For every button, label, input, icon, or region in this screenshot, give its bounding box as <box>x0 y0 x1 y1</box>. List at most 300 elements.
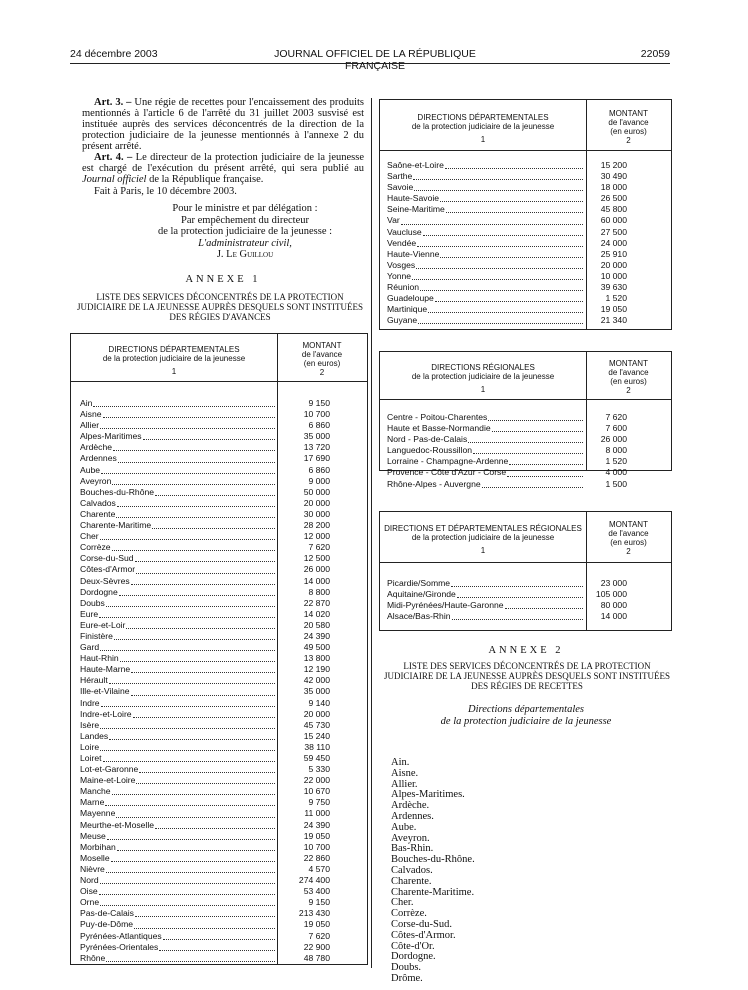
row-name: Maine-et-Loire <box>80 775 136 786</box>
row-name: Vosges <box>387 259 416 270</box>
row-name: Pyrénées-Atlantiques <box>80 930 162 941</box>
row-name: Guadeloupe <box>387 293 434 304</box>
leader-dots <box>93 406 275 407</box>
list-item: Doubs. <box>391 962 422 974</box>
row-amount: 15 240 <box>303 730 330 741</box>
col1-title: DIRECTIONS DÉPARTEMENTALES <box>108 345 240 354</box>
table-row <box>80 520 364 531</box>
row-amount: 35 000 <box>303 686 330 697</box>
row-name: Sarthe <box>387 171 413 182</box>
row-name: Haute-Vienne <box>387 248 440 259</box>
table-row <box>80 820 364 831</box>
list-item: Aube. <box>391 821 417 833</box>
leader-dots <box>116 517 275 518</box>
row-name: Centre - Poitou-Charentes <box>387 412 488 422</box>
table-row <box>80 686 364 697</box>
leader-dots <box>452 619 583 620</box>
leader-dots <box>446 212 583 213</box>
row-amount: 12 190 <box>303 664 330 675</box>
col1-header <box>380 524 586 555</box>
leader-dots <box>131 584 275 585</box>
table-row <box>80 698 364 709</box>
leader-dots <box>136 783 275 784</box>
table-row <box>80 453 364 464</box>
leader-dots <box>103 761 276 762</box>
row-name: Bouches-du-Rhône <box>80 486 155 497</box>
row-amount: 24 390 <box>303 630 330 641</box>
col2-sub2: (en euros) <box>303 359 341 368</box>
table-row <box>387 204 667 215</box>
table-row <box>387 423 667 434</box>
col2-sub2: (en euros) <box>610 127 647 136</box>
row-amount: 22 000 <box>303 775 330 786</box>
leader-dots <box>135 916 275 917</box>
leader-dots <box>445 168 583 169</box>
row-name: Charente <box>80 508 116 519</box>
leader-dots <box>133 717 275 718</box>
col2-title: MONTANT <box>609 109 648 118</box>
list-item: Côte-d'Or. <box>391 940 435 952</box>
leader-dots <box>100 428 275 429</box>
row-amount: 8 800 <box>308 586 330 597</box>
table-row <box>387 467 667 478</box>
leader-dots <box>114 639 275 640</box>
row-name: Landes <box>80 730 109 741</box>
table-row <box>80 709 364 720</box>
leader-dots <box>416 268 583 269</box>
table-row <box>387 479 667 490</box>
table-row <box>80 842 364 853</box>
leader-dots <box>99 894 275 895</box>
row-amount: 4 570 <box>308 863 330 874</box>
row-amount: 13 800 <box>303 653 330 664</box>
list-item: Calvados. <box>391 864 433 876</box>
row-name: Corse-du-Sud <box>80 553 134 564</box>
row-name: Saône-et-Loire <box>387 160 444 170</box>
table-row <box>80 897 364 908</box>
leader-dots <box>100 883 275 884</box>
annexe-1-list-title: LISTE DES SERVICES DÉCONCENTRÉS DE LA PROTECTION JUDICIAIRE DE LA JEUNESSE AUPRÈS DESQUELS SONT INSTITUÉES DES RÉGIES D'AVANCES <box>76 292 364 322</box>
row-amount: 8 000 <box>605 445 627 456</box>
leader-dots <box>109 683 275 684</box>
col1-number: 1 <box>480 135 486 144</box>
table-row <box>80 675 364 686</box>
leader-dots <box>155 828 275 829</box>
leader-dots <box>457 597 583 598</box>
row-name: Rhône <box>80 952 106 963</box>
table-row <box>387 249 667 260</box>
table-row <box>387 304 667 315</box>
signature-line-4: L'administrateur civil, <box>198 237 292 249</box>
row-name: Nord <box>80 875 99 886</box>
row-amount: 19 050 <box>303 919 330 930</box>
leader-dots <box>435 301 583 302</box>
leader-dots <box>131 695 275 696</box>
annexe-2-subtitle-1: Directions départementales <box>468 704 584 715</box>
row-amount: 13 720 <box>303 442 330 453</box>
row-amount: 7 620 <box>605 412 627 422</box>
article-4-label: Art. 4. – <box>94 152 133 163</box>
list-item: Allier. <box>391 778 418 790</box>
row-amount: 10 670 <box>303 786 330 797</box>
table-row <box>80 742 364 753</box>
row-name: Vaucluse <box>387 226 422 237</box>
table-row <box>80 864 364 875</box>
table-rows <box>80 398 364 964</box>
col2-sub1: de l'avance <box>608 118 649 127</box>
col2-header <box>586 109 671 145</box>
row-name: Haute-Savoie <box>387 193 440 204</box>
leader-dots <box>440 257 583 258</box>
table-row <box>387 160 667 171</box>
leader-dots <box>509 464 583 465</box>
row-name: Deux-Sèvres <box>80 575 130 586</box>
row-amount: 20 000 <box>303 497 330 508</box>
row-amount: 38 110 <box>304 741 330 752</box>
row-amount: 48 780 <box>303 952 330 963</box>
leader-dots <box>109 739 275 740</box>
table-row <box>387 578 667 589</box>
table-row <box>80 631 364 642</box>
table-row <box>80 653 364 664</box>
fait-a-paris: Fait à Paris, le 10 décembre 2003. <box>94 186 237 197</box>
table-row <box>387 315 667 326</box>
table-row <box>387 456 667 467</box>
leader-dots <box>100 750 275 751</box>
row-amount: 80 000 <box>600 600 627 611</box>
table-mixed <box>379 511 672 631</box>
leader-dots <box>428 312 583 313</box>
leader-dots <box>100 539 275 540</box>
row-name: Loire <box>80 741 100 752</box>
row-name: Haute-Marne <box>80 664 131 675</box>
row-name: Alsace/Bas-Rhin <box>387 611 451 622</box>
row-amount: 9 000 <box>308 475 330 486</box>
row-name: Martinique <box>387 304 428 315</box>
col2-sub1: de l'avance <box>301 350 343 359</box>
row-amount: 60 000 <box>600 215 627 226</box>
table-rows <box>387 578 667 622</box>
leader-dots <box>112 550 275 551</box>
table-regional <box>379 351 672 489</box>
row-amount: 9 140 <box>308 697 330 708</box>
signature-block <box>120 203 370 261</box>
leader-dots <box>106 606 275 607</box>
page-number: 22059 <box>640 48 670 60</box>
row-name: Dordogne <box>80 586 118 597</box>
row-name: Indre-et-Loire <box>80 708 132 719</box>
col1-title: DIRECTIONS ET DÉPARTEMENTALES RÉGIONALES <box>384 524 582 533</box>
table-row <box>387 238 667 249</box>
leader-dots <box>412 279 583 280</box>
table-row <box>387 412 667 423</box>
row-amount: 12 500 <box>303 553 330 564</box>
row-name: Finistère <box>80 630 113 641</box>
list-item: Corrèze. <box>391 908 427 920</box>
leader-dots <box>507 476 583 477</box>
table-row <box>80 720 364 731</box>
table-row <box>80 531 364 542</box>
col1-header <box>380 113 586 144</box>
col2-sub1: de l'avance <box>608 368 649 377</box>
table-row <box>80 875 364 886</box>
row-name: Indre <box>80 697 100 708</box>
row-amount: 53 400 <box>303 886 330 897</box>
col1-subtitle: de la protection judiciaire de la jeunesse <box>411 122 555 131</box>
row-name: Eure-et-Loir <box>80 619 126 630</box>
leader-dots <box>152 528 275 529</box>
table-row <box>80 609 364 620</box>
row-amount: 24 000 <box>600 237 627 248</box>
row-name: Réunion <box>387 282 420 293</box>
row-amount: 19 050 <box>600 304 627 315</box>
table-row <box>80 831 364 842</box>
leader-dots <box>119 595 275 596</box>
row-name: Picardie/Somme <box>387 578 451 588</box>
row-amount: 45 730 <box>303 719 330 730</box>
leader-dots <box>111 861 275 862</box>
row-name: Eure <box>80 608 99 619</box>
col1-number: 1 <box>480 385 486 394</box>
leader-dots <box>131 672 275 673</box>
table-row <box>387 293 667 304</box>
table-row <box>80 431 364 442</box>
row-name: Provence - Côte d'Azur - Corse <box>387 467 507 478</box>
col1-subtitle: de la protection judiciaire de la jeunesse <box>411 533 555 542</box>
table-row <box>80 942 364 953</box>
leader-dots <box>100 728 275 729</box>
table-row <box>80 576 364 587</box>
list-item: Aveyron. <box>391 832 430 844</box>
annexe-2-subtitle-2: de la protection judiciaire de la jeunesse <box>440 716 612 727</box>
table-row <box>80 664 364 675</box>
table-row <box>387 282 667 293</box>
leader-dots <box>135 561 276 562</box>
table-row <box>80 797 364 808</box>
leader-dots <box>468 442 583 443</box>
table-rows <box>387 160 667 326</box>
col1-number: 1 <box>171 367 177 376</box>
table-row <box>387 215 667 226</box>
list-item: Aisne. <box>391 767 419 779</box>
row-name: Loiret <box>80 753 102 763</box>
leader-dots <box>505 608 583 609</box>
row-amount: 23 000 <box>600 578 627 588</box>
row-name: Pyrénées-Orientales <box>80 941 159 952</box>
row-amount: 26 000 <box>600 434 627 445</box>
table-row <box>80 931 364 942</box>
col1-header <box>71 345 277 376</box>
row-amount: 10 700 <box>303 409 330 420</box>
col2-number: 2 <box>626 386 631 395</box>
annexe-2-title: ANNEXE 2 <box>488 645 564 656</box>
header-rule <box>70 63 670 64</box>
row-amount: 274 400 <box>298 875 330 886</box>
row-amount: 9 750 <box>308 797 330 808</box>
leader-dots <box>155 495 275 496</box>
row-amount: 45 800 <box>600 204 627 215</box>
row-name: Haute et Basse-Normandie <box>387 423 491 434</box>
leader-dots <box>451 586 583 587</box>
col2-title: MONTANT <box>609 520 648 529</box>
article-3-label: Art. 3. – <box>94 97 132 108</box>
signature-line-1: Pour le ministre et par délégation : <box>172 203 318 214</box>
row-amount: 26 500 <box>600 193 627 204</box>
table-row <box>80 442 364 453</box>
table-departmental-left <box>70 333 368 965</box>
row-amount: 19 050 <box>303 830 330 841</box>
leader-dots <box>105 805 275 806</box>
row-name: Allier <box>80 420 100 431</box>
row-name: Marne <box>80 797 105 808</box>
leader-dots <box>413 179 583 180</box>
row-amount: 12 000 <box>303 531 330 542</box>
leader-dots <box>134 928 275 929</box>
row-name: Hérault <box>80 675 108 686</box>
table-row <box>387 434 667 445</box>
row-name: Nièvre <box>80 863 105 874</box>
col1-header <box>380 363 586 394</box>
row-amount: 7 620 <box>308 930 330 941</box>
row-name: Meuse <box>80 830 106 841</box>
row-name: Aveyron <box>80 475 112 486</box>
table-row <box>80 786 364 797</box>
leader-dots <box>112 484 275 485</box>
leader-dots <box>163 939 275 940</box>
leader-dots <box>423 235 583 236</box>
row-amount: 20 580 <box>303 619 330 630</box>
table-departmental-right <box>379 99 672 330</box>
row-name: Doubs <box>80 597 105 608</box>
leader-dots <box>100 905 275 906</box>
list-item: Ardennes. <box>391 810 434 822</box>
row-name: Meurthe-et-Moselle <box>80 819 155 830</box>
list-item: Corse-du-Sud. <box>391 918 452 930</box>
leader-dots <box>401 224 583 225</box>
table-row <box>80 398 364 409</box>
table-row <box>387 260 667 271</box>
row-name: Rhône-Alpes - Auvergne <box>387 478 481 489</box>
list-item: Bouches-du-Rhône. <box>391 854 475 866</box>
row-amount: 1 500 <box>605 478 627 489</box>
leader-dots <box>420 290 583 291</box>
leader-dots <box>139 772 275 773</box>
row-name: Lot-et-Garonne <box>80 764 139 775</box>
row-name: Corrèze <box>80 542 111 553</box>
row-amount: 105 000 <box>595 589 627 600</box>
list-item: Charente. <box>391 875 432 887</box>
row-name: Pas-de-Calais <box>80 908 134 919</box>
row-amount: 17 690 <box>303 453 330 464</box>
leader-dots <box>418 323 583 324</box>
article-3 <box>82 97 364 152</box>
row-name: Midi-Pyrénées/Haute-Garonne <box>387 600 504 611</box>
table-row <box>387 171 667 182</box>
row-amount: 24 390 <box>303 819 330 830</box>
row-amount: 30 490 <box>600 171 627 182</box>
col2-header <box>277 341 367 377</box>
table-row <box>80 420 364 431</box>
row-amount: 1 520 <box>605 293 627 304</box>
row-amount: 20 000 <box>303 708 330 719</box>
leader-dots <box>414 190 583 191</box>
row-name: Lorraine - Champagne-Ardenne <box>387 456 509 467</box>
row-name: Moselle <box>80 852 110 863</box>
table-row <box>387 589 667 600</box>
row-name: Vendée <box>387 237 417 248</box>
row-amount: 27 500 <box>600 226 627 237</box>
table-row <box>80 775 364 786</box>
annexe-2-list-title: LISTE DES SERVICES DÉCONCENTRÉS DE LA PROTECTION JUDICIAIRE DE LA JEUNESSE AUPRÈS DESQUELS SONT INSTITUÉES DES RÉGIES DE RECETTES <box>383 661 671 691</box>
list-item: Charente-Maritime. <box>391 886 475 898</box>
annexe-2-list <box>391 758 475 985</box>
list-item: Ain. <box>391 757 410 768</box>
leader-dots <box>103 417 276 418</box>
leader-dots <box>117 506 275 507</box>
leader-dots <box>118 462 275 463</box>
row-amount: 7 600 <box>605 423 627 434</box>
leader-dots <box>136 573 275 574</box>
row-amount: 1 520 <box>605 456 627 467</box>
row-amount: 9 150 <box>308 897 330 908</box>
row-amount: 39 630 <box>600 282 627 293</box>
row-name: Savoie <box>387 182 414 193</box>
row-amount: 22 870 <box>303 597 330 608</box>
leader-dots <box>107 839 275 840</box>
leader-dots <box>440 201 583 202</box>
col2-header <box>586 359 671 395</box>
leader-dots <box>159 950 275 951</box>
col2-number: 2 <box>319 368 325 377</box>
column-divider <box>371 98 372 968</box>
col2-header <box>586 520 671 556</box>
row-amount: 28 200 <box>303 520 330 531</box>
leader-dots <box>101 473 275 474</box>
row-amount: 35 000 <box>303 431 330 442</box>
table-row <box>80 908 364 919</box>
row-name: Gard <box>80 642 100 653</box>
col2-title: MONTANT <box>609 359 648 368</box>
signature-line-3: de la protection judiciaire de la jeunesse : <box>157 226 333 237</box>
table-row <box>80 753 364 764</box>
table-row <box>80 509 364 520</box>
row-amount: 213 430 <box>298 908 330 919</box>
table-row <box>387 193 667 204</box>
row-amount: 11 000 <box>304 808 330 819</box>
row-name: Aisne <box>80 409 102 420</box>
table-row <box>80 564 364 575</box>
row-amount: 25 910 <box>600 248 627 259</box>
row-amount: 6 860 <box>308 420 330 431</box>
row-name: Guyane <box>387 315 418 326</box>
row-name: Isère <box>80 719 100 730</box>
row-amount: 59 450 <box>303 753 330 763</box>
col1-title: DIRECTIONS DÉPARTEMENTALES <box>417 113 549 122</box>
row-amount: 10 700 <box>303 841 330 852</box>
row-name: Haut-Rhin <box>80 653 119 664</box>
leader-dots <box>417 246 583 247</box>
row-name: Charente-Maritime <box>80 520 152 531</box>
row-amount: 9 150 <box>308 398 330 408</box>
table-row <box>80 764 364 775</box>
row-amount: 20 000 <box>600 259 627 270</box>
signature-line-2: Par empêchement du directeur <box>181 214 309 226</box>
leader-dots <box>116 817 275 818</box>
col2-number: 2 <box>626 547 631 556</box>
leader-dots <box>101 706 275 707</box>
leader-dots <box>473 453 583 454</box>
col1-subtitle: de la protection judiciaire de la jeunesse <box>411 372 555 381</box>
